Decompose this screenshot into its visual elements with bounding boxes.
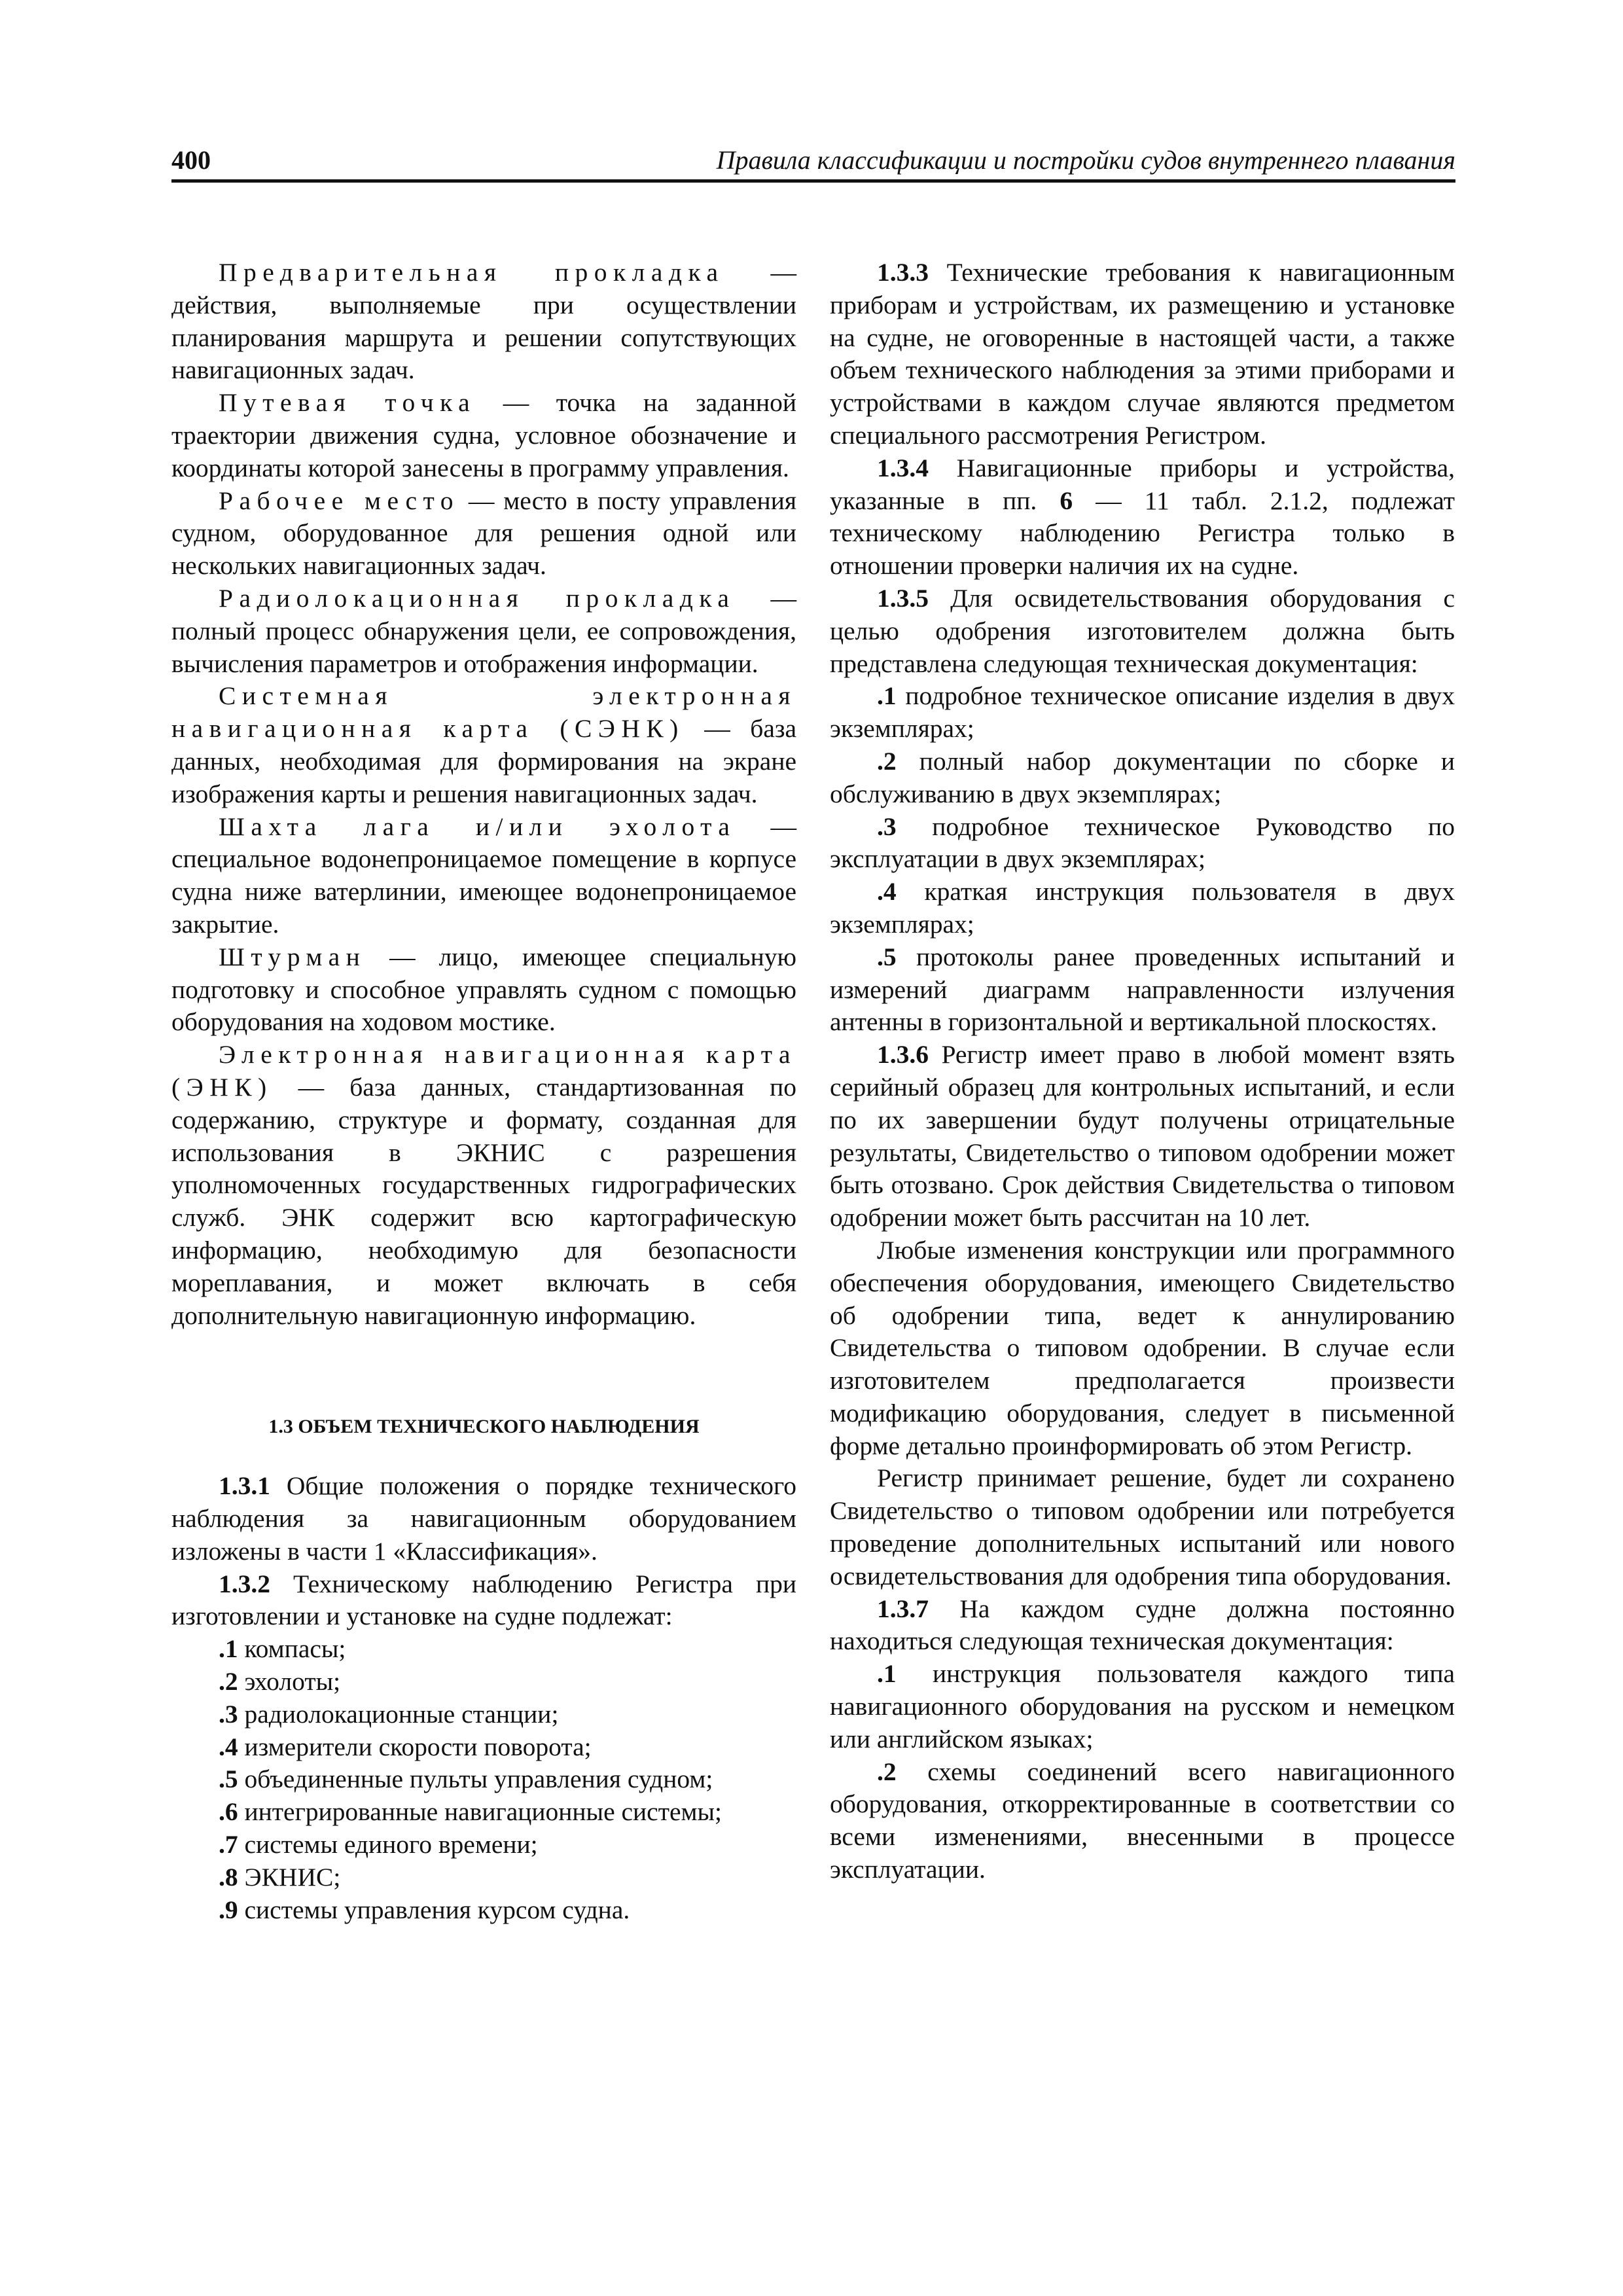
definition-text: — база данных, необходимая для формирования на экране изображения карты и решения навигационных задач.	[171, 714, 796, 808]
item-number: .5	[877, 942, 897, 971]
list-item	[171, 1829, 796, 1861]
clause-text: — 11 табл. 2.1.2, подлежат техническому наблюдению Регистра только в отношении проверки наличия их на судне.	[830, 486, 1455, 581]
item-number: .2	[877, 1757, 897, 1786]
item-text: полный набор документации по сборке и обслуживанию в двух экземплярах;	[830, 746, 1455, 808]
item-text: системы управления курсом судна.	[238, 1895, 630, 1924]
definition	[171, 387, 796, 484]
item-text: компасы;	[238, 1634, 346, 1664]
item-number: .3	[877, 812, 897, 841]
clause-text: На каждом судне должна постоянно находиться следующая техническая документация:	[830, 1594, 1455, 1656]
item-text: интегрированные навигационные системы;	[238, 1797, 722, 1827]
item-number: .5	[219, 1765, 238, 1794]
definition-text: — база данных, стандартизованная по содержанию, структуре и формату, созданная для использования в ЭКНИС с разрешения уполномоченных государственных гидрографических служб. ЭНК содержит всю картографическую информацию, необходимую для безопасности мореплавания, и может включать в себя дополнительную навигационную информацию.	[171, 1072, 796, 1330]
definition-text: — действия, выполняемые при осуществлении планирования маршрута и решении сопутствующих навигационных задач.	[171, 258, 796, 385]
definition-text: — специальное водонепроницаемое помещение в корпусе судна ниже ватерлинии, имеющее водонепроницаемое закрытие.	[171, 812, 796, 939]
definition-text: — лицо, имеющее специальную подготовку и способное управлять судном с помощью оборудования на ходовом мостике.	[171, 942, 796, 1037]
list-item	[171, 1698, 796, 1731]
clause-number: 1.3.4	[877, 453, 929, 482]
clause-text: Регистр имеет право в любой момент взять серийный образец для контрольных испытаний, и если по их завершении будут получены отрицательные результаты, Свидетельство о типовом одобрении может быть отозвано. Срок действия Свидетельства о типовом одобрении может быть рассчитан на 10 лет.	[830, 1040, 1455, 1232]
item-text: инструкция пользователя каждого типа навигационного оборудования на русском и немецком или английском языках;	[830, 1659, 1455, 1753]
list-item	[830, 811, 1455, 876]
definition-term: Штурман	[219, 942, 366, 971]
definition-text: — место в посту управления судном, оборудованное для решения одной или нескольких навигационных задач.	[171, 486, 797, 581]
page-header	[171, 145, 1455, 183]
clause-text: Техническому наблюдению Регистра при изготовлении и установке на судне подлежат:	[171, 1569, 796, 1631]
right-column	[830, 257, 1455, 1886]
paragraph-1-3-1	[171, 1470, 796, 1568]
item-text: радиолокационные станции;	[238, 1699, 559, 1729]
definition-term: Рабочее место	[219, 486, 459, 515]
item-text: объединенные пульты управления судном;	[238, 1765, 713, 1794]
list-item	[830, 1658, 1455, 1755]
definition	[171, 485, 796, 583]
item-number: .2	[877, 746, 897, 776]
definition-term: Системная электронная навигационная карта (СЭНК)	[171, 681, 796, 744]
item-text: эхолоты;	[238, 1667, 341, 1696]
list-item	[830, 876, 1455, 941]
list-item	[830, 680, 1455, 745]
item-number: .8	[219, 1862, 238, 1892]
definition-text: — полный процесс обнаружения цели, ее сопровождения, вычисления параметров и отображения информации.	[171, 583, 796, 678]
item-text: краткая инструкция пользователя в двух экземплярах;	[830, 877, 1455, 939]
paragraph-1-3-3	[830, 257, 1455, 452]
item-number: .1	[877, 1659, 897, 1689]
clause-text: Общие положения о порядке технического наблюдения за навигационным оборудованием изложены в части 1 «Классификация».	[171, 1471, 796, 1566]
paragraph-changes: Любые изменения конструкции или программного обеспечения оборудования, имеющего Свидетельство об одобрении типа, ведет к аннулированию Свидетельства о типовом одобрении. В случае если изготовителем предполагается произвести модификацию оборудования, следует в письменной форме детально проинформировать об этом Регистр.	[830, 1235, 1455, 1460]
clause-text: Навигационные приборы и устройства, указанные в пп.	[830, 453, 1455, 515]
definition	[171, 583, 796, 680]
clause-number: 1.3.1	[219, 1471, 270, 1501]
list-item	[171, 1894, 796, 1927]
item-number: .1	[877, 681, 897, 711]
paragraph-1-3-6	[830, 1039, 1455, 1234]
item-text: протоколы ранее проведенных испытаний и измерений диаграмм направленности излучения антенны в горизонтальной и вертикальной плоскостях.	[830, 942, 1455, 1037]
paragraph-1-3-4	[830, 452, 1455, 583]
clause-number: 1.3.3	[877, 258, 929, 287]
definition-text: — точка на заданной траектории движения судна, условное обозначение и координаты которой занесены в программу управления.	[171, 388, 796, 482]
definition-term: Шахта лага и/или эхолота	[219, 812, 736, 841]
list-item	[171, 1763, 796, 1796]
clause-reference: 6	[1060, 486, 1073, 515]
definition-term: Путевая точка	[219, 388, 476, 418]
item-number: .1	[219, 1634, 238, 1664]
item-text: ЭКНИС;	[238, 1862, 341, 1892]
item-number: .6	[219, 1797, 238, 1827]
section-heading: 1.3 ОБЪЕМ ТЕХНИЧЕСКОГО НАБЛЮДЕНИЯ	[268, 1416, 700, 1438]
definition-term: Радиолокационная прокладка	[219, 583, 736, 613]
page-number: 400	[171, 145, 211, 175]
list-item	[830, 745, 1455, 811]
item-text: схемы соединений всего навигационного оборудования, откорректированные в соответствии со всеми изменениями, внесенными в процессе эксплуатации.	[830, 1757, 1455, 1884]
item-number: .4	[219, 1732, 238, 1761]
clause-number: 1.3.2	[219, 1569, 270, 1598]
definition	[171, 257, 796, 387]
item-number: .2	[219, 1667, 238, 1696]
list-item	[171, 1731, 796, 1764]
clause-number: 1.3.5	[877, 583, 929, 613]
clause-text: Для освидетельствования оборудования с целью одобрения изготовителем должна быть представлена следующая техническая документация:	[830, 583, 1455, 678]
definition-term: Электронная навигационная карта (ЭНК)	[171, 1040, 796, 1102]
clause-text: Технические требования к навигационным приборам и устройствам, их размещению и установке на судне, не оговоренные в настоящей части, а также объем технического наблюдения за этими приборами и устройствами в каждом случае являются предметом специального рассмотрения Регистром.	[830, 258, 1455, 450]
clause-number: 1.3.6	[877, 1040, 929, 1069]
item-text: подробное техническое Руководство по эксплуатации в двух экземплярах;	[830, 812, 1455, 874]
item-number: .4	[877, 877, 897, 906]
definition	[171, 680, 796, 810]
paragraph-1-3-5	[830, 583, 1455, 680]
item-text: измерители скорости поворота;	[238, 1732, 592, 1761]
running-title: Правила классификации и постройки судов внутреннего плавания	[716, 145, 1455, 175]
definition-term: Предварительная прокладка	[219, 258, 724, 287]
clause-number: 1.3.7	[877, 1594, 929, 1623]
definition	[171, 1039, 796, 1332]
paragraph-1-3-2	[171, 1568, 796, 1634]
item-text: подробное техническое описание изделия в двух экземплярах;	[830, 681, 1455, 744]
item-number: .7	[219, 1830, 238, 1859]
item-number: .9	[219, 1895, 238, 1924]
item-number: .3	[219, 1699, 238, 1729]
list-item	[171, 1633, 796, 1666]
paragraph-decision: Регистр принимает решение, будет ли сохранено Свидетельство о типовом одобрении или потребуется проведение дополнительных испытаний или нового освидетельствования для одобрения типа оборудования.	[830, 1463, 1455, 1590]
item-text: системы единого времени;	[238, 1830, 538, 1859]
list-item	[830, 941, 1455, 1039]
definition	[171, 941, 796, 1039]
list-item	[171, 1861, 796, 1894]
definition	[171, 811, 796, 941]
list-item	[830, 1756, 1455, 1886]
left-column	[171, 257, 796, 1926]
list-item	[171, 1666, 796, 1698]
list-item	[171, 1796, 796, 1829]
paragraph-1-3-7	[830, 1593, 1455, 1659]
